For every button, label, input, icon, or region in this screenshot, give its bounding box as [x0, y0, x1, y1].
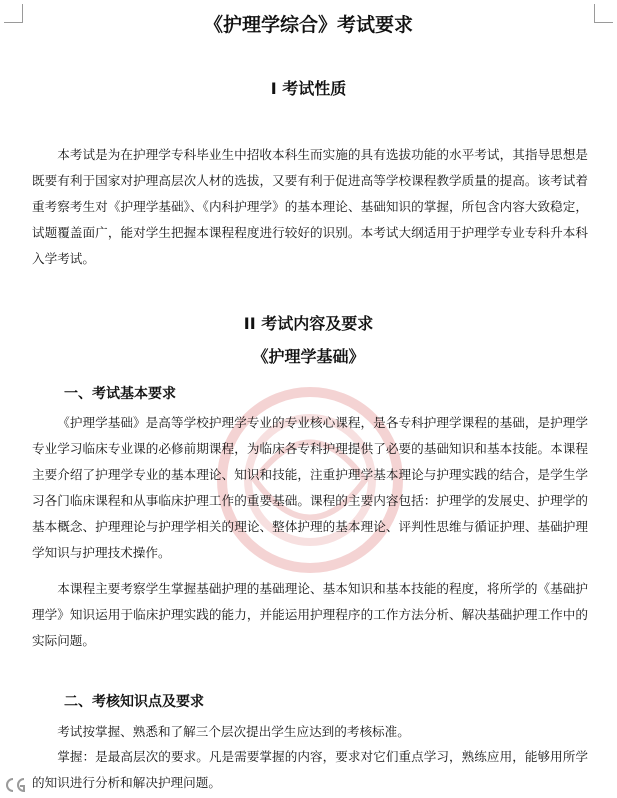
subject-title: 《护理学基础》 [252, 347, 365, 366]
document-title: 《护理学综合》考试要求 [203, 14, 413, 36]
section-heading-exam-nature: I 考试性质 [270, 79, 347, 98]
brand-logo-icon [4, 776, 26, 794]
section-heading-exam-content: II 考试内容及要求 [243, 314, 374, 333]
basic-requirements-paragraph-2: 本课程主要考察学生掌握基础护理的基础理论、基本知识和基本技能的程度，将所学的《基础护理学》知识运用于临床护理实践的能力，并能运用护理程序的工作方法分析、解决基础护理工作中的实际问题。 [32, 581, 588, 648]
knowledge-points-paragraph-1: 考试按掌握、熟悉和了解三个层次提出学生应达到的考核标准。 [57, 724, 410, 739]
section1-paragraph: 本考试是为在护理学专科毕业生中招收本科生而实施的具有选拔功能的水平考试，其指导思想是既要有利于国家对护理高层次人材的选拔，又要有利于促进高等学校课程教学质量的提高。该考试着重考察考生对《护理学基础》、《内科护理学》的基本理论、基础知识的掌握，所包含内容大致稳定，试题覆盖面广，能对学生把握本课程程度进行较好的识别。本考试大纲适用于护理学专业专科升本科入学考试。 [32, 147, 588, 266]
subheading-knowledge-points: 二、考核知识点及要求 [64, 694, 204, 710]
subheading-basic-requirements: 一、考试基本要求 [64, 386, 176, 402]
basic-requirements-paragraph-1: 《护理学基础》是高等学校护理学专业的专业核心课程，是各专科护理学课程的基础，是护理学专业学习临床专业课的必修前期课程，为临床各专科护理提供了必要的基础知识和基本技能。本课程主要介绍了护理学专业的基本理论、知识和技能，注重护理学基本理论与护理实践的结合，是学生学习各门临床课程和从事临床护理工作的重要基础。课程的主要内容包括：护理学的发展史、护理学的基本概念、护理理论与护理学相关的理论、整体护理的基本理论、评判性思维与循证护理、基础护理学知识与护理技术操作。 [32, 415, 588, 560]
knowledge-points-paragraph-2: 掌握：是最高层次的要求。凡是需要掌握的内容，要求对它们重点学习，熟练应用，能够用所学的知识进行分析和解决护理问题。 [32, 749, 588, 790]
